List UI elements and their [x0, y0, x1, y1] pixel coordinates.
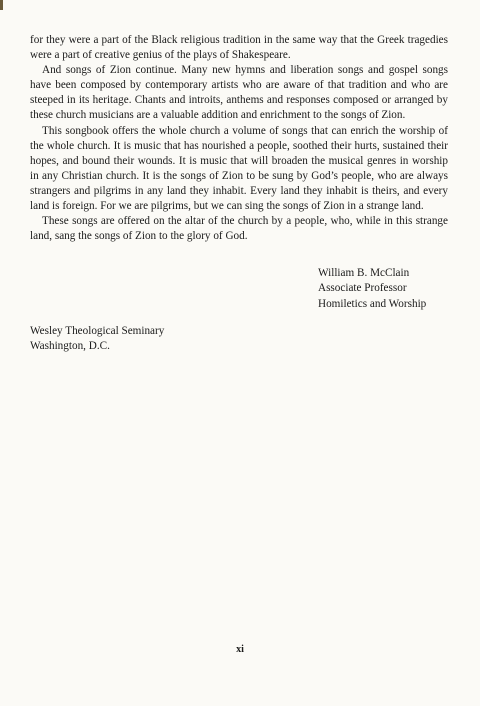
author-name: William B. McClain	[318, 267, 410, 279]
page-edge-mark	[0, 0, 3, 10]
page-number: xi	[236, 644, 244, 655]
author-title: Associate Professor	[318, 282, 407, 295]
body-text	[30, 33, 448, 244]
paragraph-songbook-offers: This songbook offers the whole church a volume of songs that can enrich the worship of the whole church. It is music that has nourished a people, soothed their hurts, sustained their hopes, and bound their wounds. It is music that will broaden the musical genres in worship in any Christian church. It is the songs of Zion to be sung by God’s people, who are always strangers and pilgrims in any land they inhabit. Every land they inhabit is theirs, and every land is foreign. For we are pilgrims, but we can sing the songs of Zion in a strange land.	[30, 124, 448, 213]
signature-block	[318, 266, 426, 312]
institution-name: Wesley Theological Seminary	[30, 325, 165, 337]
location-block	[30, 324, 164, 355]
author-department: Homiletics and Worship	[318, 297, 427, 310]
paragraph-songs-offered: These songs are offered on the altar of the church by a people, who, while in this strange land, sang the songs of Zion to the glory of God.	[30, 215, 448, 243]
paragraph-songs-of-zion-continue: And songs of Zion continue. Many new hymns and liberation songs and gospel songs have been composed by contemporary artists who are aware of that tradition and who are steeped in its heritage. Chants and introits, anthems and responses composed or arranged by these church musicians are a valuable addition and enrichment to the songs of Zion.	[30, 64, 448, 122]
city-name: Washington, D.C.	[30, 340, 110, 353]
paragraph-continuation: for they were a part of the Black religious tradition in the same way that the Greek tragedies were a part of creative genius of the plays of Shakespeare.	[30, 34, 448, 62]
